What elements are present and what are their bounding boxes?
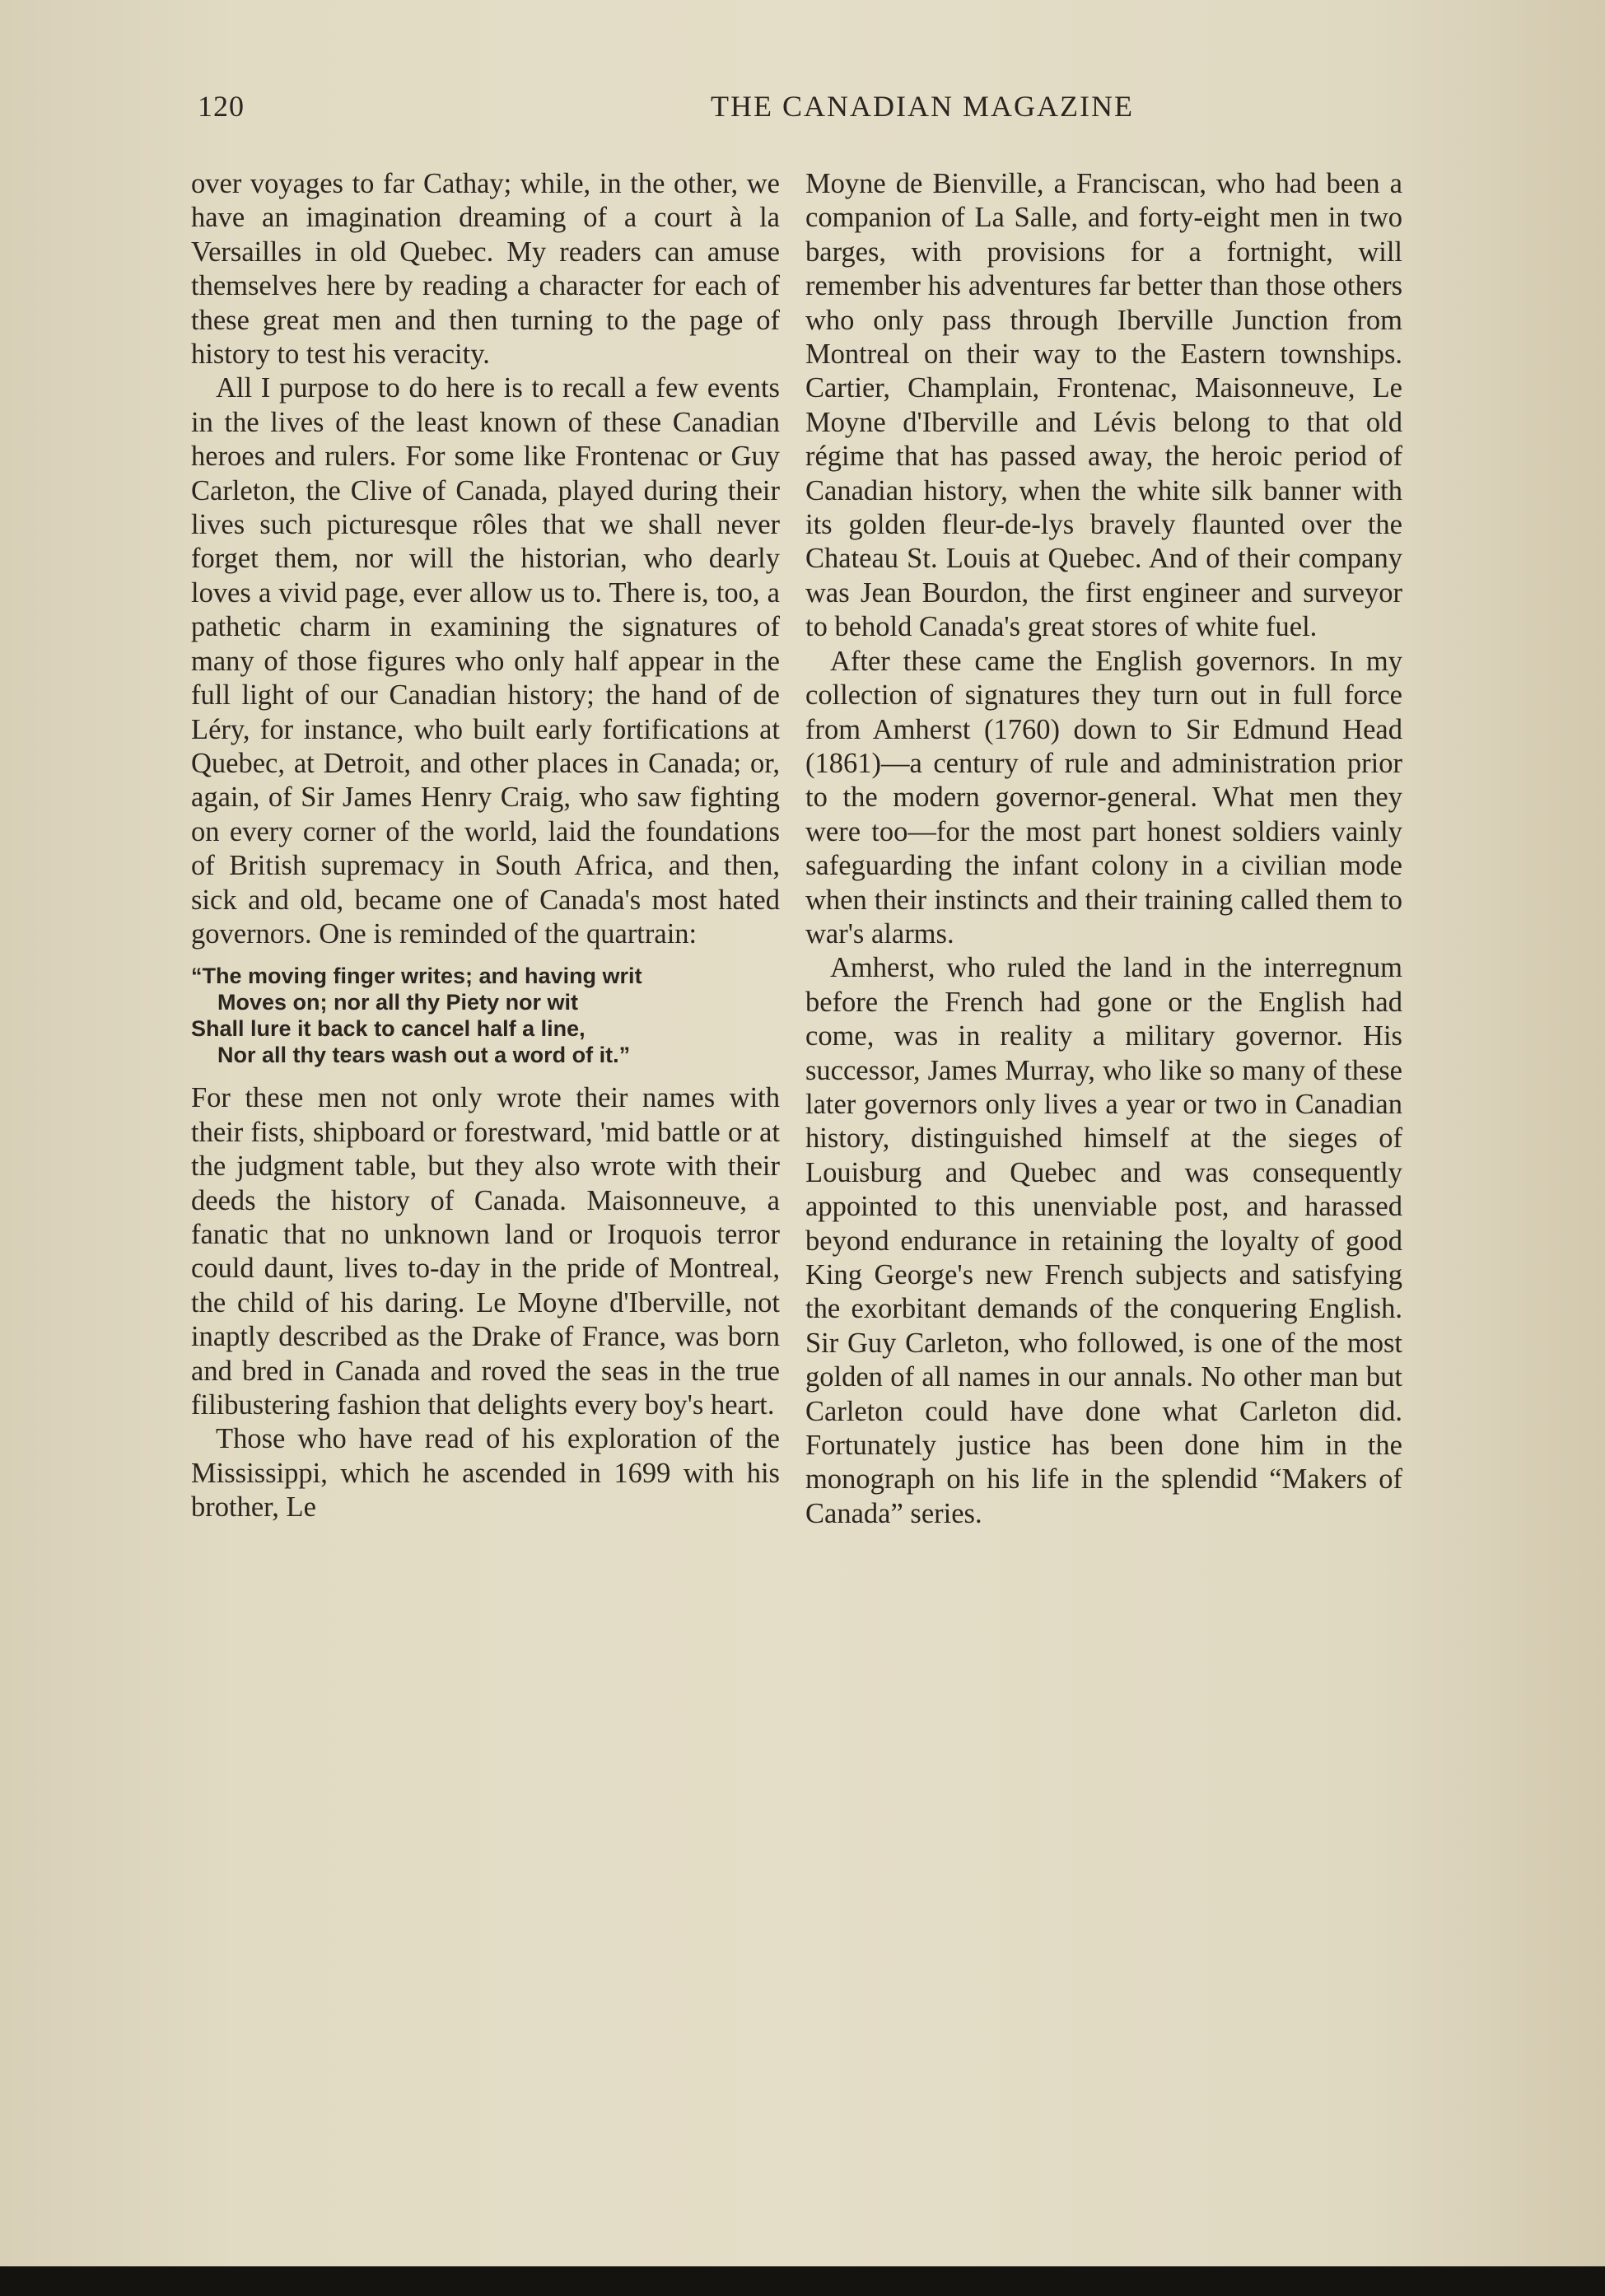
quote-line-3: Shall lure it back to cancel half a line, — [191, 1016, 586, 1042]
page-number: 120 — [198, 90, 245, 123]
quatrain-quote — [191, 963, 780, 1068]
quote-line-2: Moves on; nor all thy Piety nor wit — [217, 990, 579, 1015]
right-column — [805, 167, 1402, 1531]
quote-line-1: “The moving finger writes; and having writ — [191, 964, 642, 989]
quote-line-4: Nor all thy tears wash out a word of it.” — [217, 1043, 631, 1068]
left-column — [191, 167, 780, 1525]
right-paragraph-2: After these came the English governors. In my collection of signatures they turn out in full force from Amherst (1760) down to Sir Edmund Head (1861)—a century of rule and administration prior to the modern governor-general. What men they were too—for the most part honest soldiers vainly safeguarding the infant colony in a civilian mode when their instincts and their training called them to war's alarms. — [805, 645, 1402, 950]
left-paragraph-2: All I purpose to do here is to recall a few events in the lives of the least known of these Canadian heroes and rulers. For some like Frontenac or Guy Carleton, the Clive of Canada, played during their lives such picturesque rôles that we shall never forget them, nor will the historian, who dearly loves a vivid page, ever allow us to. There is, too, a pathetic charm in examining the signatures of many of those figures who only half appear in the full light of our Canadian history; the hand of de Léry, for instance, who built early fortifications at Quebec, at Detroit, and other places in Canada; or, again, of Sir James Henry Craig, who saw fighting on every corner of the world, laid the foundations of British supremacy in South Africa, and then, sick and old, became one of Canada's most hated governors. One is reminded of the quartrain: — [191, 372, 780, 950]
right-paragraph-1: Moyne de Bienville, a Franciscan, who had been a companion of La Salle, and forty-eight men in two barges, with provisions for a fortnight, will remember his adventures far better than those others who only pass through Iberville Junction from Montreal on their way to the Eastern townships. Cartier, Champlain, Frontenac, Maisonneuve, Le Moyne d'Iberville and Lévis belong to that old régime that has passed away, the heroic period of Canadian history, when the white silk banner with its golden fleur-de-lys bravely flaunted over the Chateau St. Louis at Quebec. And of their company was Jean Bourdon, the first engineer and surveyor to behold Canada's great stores of white fuel. — [805, 168, 1402, 643]
running-title: THE CANADIAN MAGAZINE — [711, 90, 1134, 123]
left-paragraph-3: For these men not only wrote their names with their fists, shipboard or forestward, 'mid battle or at the judgment table, but they also wrote with their deeds the history of Canada. Maisonneuve, a fanatic that no unknown land or Iroquois terror could daunt, lives to-day in the pride of Montreal, the child of his daring. Le Moyne d'Iberville, not inaptly described as the Drake of France, was born and bred in Canada and roved the seas in the true filibustering fashion that delights every boy's heart. — [191, 1082, 780, 1421]
left-paragraph-4: Those who have read of his exploration of the Mississippi, which he ascended in 1699 with his brother, Le — [191, 1423, 780, 1524]
page-header — [198, 89, 1482, 130]
right-paragraph-3: Amherst, who ruled the land in the interregnum before the French had gone or the English had come, was in reality a military governor. His successor, James Murray, who like so many of these later governors only lives a year or two in Canadian history, distinguished himself at the sieges of Louisburg and Quebec and was consequently appointed to this unenviable post, and harassed beyond endurance in retaining the loyalty of good King George's new French subjects and satisfying the exorbitant demands of the conquering English. Sir Guy Carleton, who followed, is one of the most golden of all names in our annals. No other man but Carleton could have done what Carleton did. Fortunately justice has been done him in the monograph on his life in the splendid “Makers of Canada” series. — [805, 952, 1402, 1529]
left-paragraph-1: over voyages to far Cathay; while, in the other, we have an imagination dreaming of a court à la Versailles in old Quebec. My readers can amuse themselves here by reading a character for each of these great men and then turning to the page of history to test his veracity. — [191, 168, 780, 371]
page-bottom-edge — [0, 2266, 1605, 2296]
